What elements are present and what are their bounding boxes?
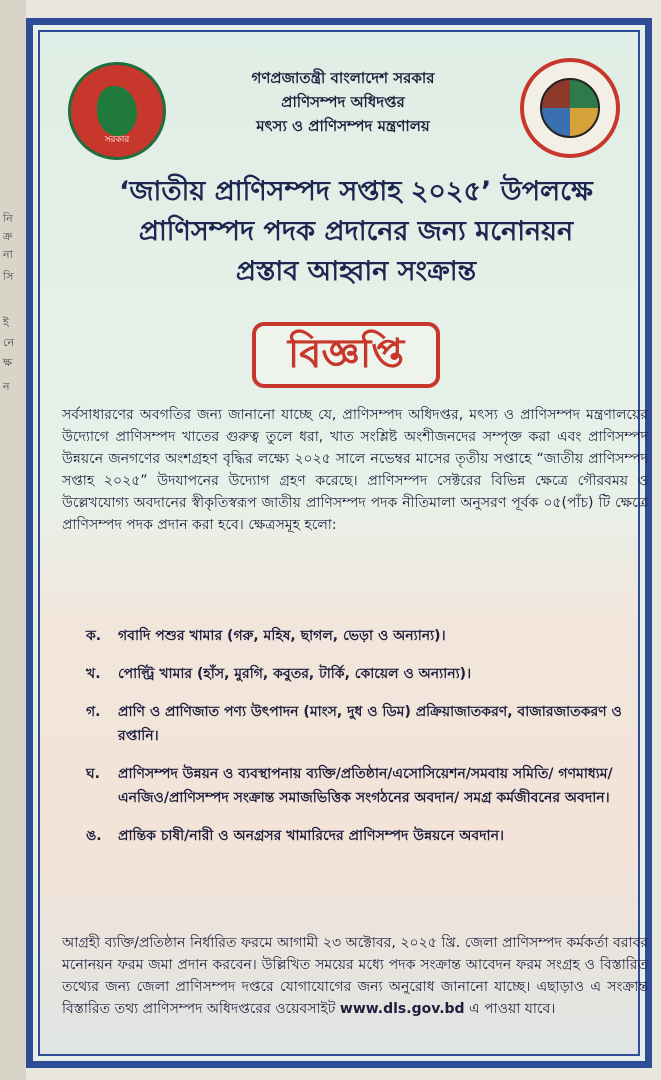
department-logo [520,58,620,158]
item-text: প্রাণিসম্পদ উন্নয়ন ও ব্যবস্থাপনায় ব্যক্তি/প্রতিষ্ঠান/এসোসিয়েশন/সমবায় সমিতি/ গণমাধ্যম/এনজিও/প্রাণিসম্পদ সংক্রান্ত সমাজভিত্তিক সংগঠনের অবদান/ সমগ্র কর্মজীবনের অবদান। [118,766,613,806]
instructions-text: আগ্রহী ব্যক্তি/প্রতিষ্ঠান নির্ধারিত ফরমে আগামী ২৩ অক্টোবর, ২০২৫ খ্রি. জেলা প্রাণিসম্পদ কর্মকর্তা বরাবর মনোনয়ন ফরম জমা প্রদান করবেন। উল্লিখিত সময়ের মধ্যে পদক সংক্রান্ত আবেদন ফরম সংগ্রহ ও বিস্তারিত তথ্যের জন্য জেলা প্রাণিসম্পদ দপ্তরে যোগাযোগের জন্য অনুরোধ জানানো যাচ্ছে। এছাড়াও এ সংক্রান্ত বিস্তারিত তথ্য প্রাণিসম্পদ অধিদপ্তরের ওয়েবসাইট [62,935,648,1017]
item-marker: ঙ. [86,828,102,844]
livestock-emblem-icon [540,78,600,138]
intro-paragraph: সর্বসাধারণের অবগতির জন্য জানানো যাচ্ছে যে, প্রাণিসম্পদ অধিদপ্তর, মৎস্য ও প্রাণিসম্পদ মন্ত্রণালয়ের উদ্যোগে প্রাণিসম্পদ খাতের গুরুত্ব তুলে ধরা, খাত সংশ্লিষ্ট অংশীজনদের সম্পৃক্ত করা এবং প্রাণিসম্পদ উন্নয়নে জনগণের অংশগ্রহণ বৃদ্ধির লক্ষ্যে ২০২৫ সালে নভেম্বর মাসের তৃতীয় সপ্তাহে “জাতীয় প্রাণিসম্পদ সপ্তাহ ২০২৫” উদযাপনের উদ্যোগ গ্রহণ করেছে। প্রাণিসম্পদ সেক্টরের বিভিন্ন ক্ষেত্রে গৌরবময় ও উল্লেখযোগ্য অবদানের স্বীকৃতিস্বরূপ জাতীয় প্রাণিসম্পদ পদক নীতিমালা অনুসরণ পূর্বক ০৫(পাঁচ) টি ক্ষেত্রে প্রাণিসম্পদ পদক প্রদান করা হবে। ক্ষেত্রসমূহ হলো: [62,407,648,533]
list-item [62,762,648,810]
list-item [62,662,648,686]
list-item [62,624,648,648]
item-marker: খ. [86,666,101,682]
title-line: প্রাণিসম্পদ পদক প্রদানের জন্য মনোনয়ন [138,216,574,247]
margin-glyph: নি [3,212,13,225]
department-name: প্রাণিসম্পদ অধিদপ্তর [281,93,405,111]
notice-title [80,172,632,292]
margin-glyph: ক্ষ [3,356,12,369]
item-text: পোল্ট্রি খামার (হাঁস, মুরগি, কবুতর, টার্কি, কোয়েল ও অন্যান্য)। [118,666,472,682]
item-marker: ক. [86,628,102,644]
submission-instructions [62,932,648,1020]
award-categories-list [62,624,648,848]
margin-glyph: ন [3,380,10,393]
title-line: প্রস্তাব আহ্বান সংক্রান্ত [235,256,477,287]
seal-text: সরকার [104,135,130,145]
list-item [62,824,648,848]
notice-label: বিজ্ঞপ্তি [252,322,440,388]
bangladesh-map-icon [97,86,137,136]
government-seal [68,62,166,160]
title-line: ‘জাতীয় প্রাণিসম্পদ সপ্তাহ ২০২৫’ উপলক্ষে [119,176,593,207]
issuer-header [170,66,516,138]
item-text: গবাদি পশুর খামার (গরু, মহিষ, ছাগল, ভেড়া ও অন্যান্য)। [118,628,446,644]
government-name: গণপ্রজাতন্ত্রী বাংলাদেশ সরকার [251,69,435,87]
item-marker: ঘ. [86,766,100,782]
website-link[interactable]: www.dls.gov.bd [339,1001,465,1017]
list-item [62,700,648,748]
item-text: প্রান্তিক চাষী/নারী ও অনগ্রসর খামারিদের প্রাণিসম্পদ উন্নয়নে অবদান। [118,828,504,844]
notice-body [38,30,648,1056]
adjacent-page-edge [0,0,26,1080]
margin-glyph: ক্র [3,230,13,243]
item-marker: গ. [86,704,101,720]
notice-frame [26,18,652,1068]
instructions-tail: এ পাওয়া যাবে। [469,1001,556,1017]
margin-glyph: ই [3,316,9,329]
margin-glyph: না [3,248,13,261]
margin-glyph: নে [3,336,15,349]
margin-glyph: সি [3,270,14,283]
item-text: প্রাণি ও প্রাণিজাত পণ্য উৎপাদন (মাংস, দুধ ও ডিম) প্রক্রিয়াজাতকরণ, বাজারজাতকরণ ও রপ্তানি। [118,704,622,744]
ministry-name: মৎস্য ও প্রাণিসম্পদ মন্ত্রণালয় [256,117,430,135]
